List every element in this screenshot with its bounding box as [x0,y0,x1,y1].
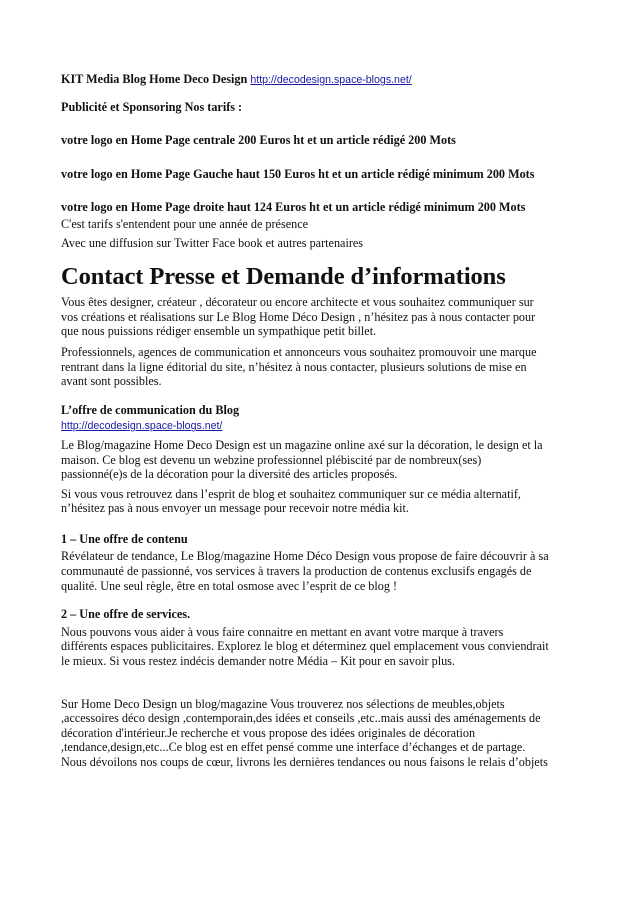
content-offer-paragraph [61,549,581,593]
services-offer-paragraph [61,625,581,669]
about-line: ,accessoires déco design ,contemporain,des idées et conseils ,etc..mais aussi des aménagements de [61,711,541,726]
offer-paragraph-1 [61,438,581,482]
offer-url-line [61,418,581,434]
contact-paragraph-2 [61,345,581,389]
pricing-item-2: votre logo en Home Page Gauche haut 150 Euros ht et un article rédigé minimum 200 Mots [61,166,535,181]
offer-p1-line: Le Blog/magazine Home Deco Design est un magazine online axé sur la décoration, le design et la [61,437,543,452]
contact-p2-line: rentrant dans la ligne éditorial du site, n’hésitez à nous contacter, plusieurs solutions de mise en [61,359,527,374]
about-line: Sur Home Deco Design un blog/magazine Vous trouverez nos sélections de meubles,objets [61,696,505,711]
offer-p1-line: passionné(e)s de la décoration pour la diversité des articles proposés. [61,467,398,482]
offer-p2-line: n’hésitez pas à nous envoyer un message pour recevoir notre média kit. [61,501,409,516]
contact-paragraph-1 [61,295,581,339]
offer-url-link[interactable]: http://decodesign.space-blogs.net/ [61,420,223,433]
contact-p2-line: Professionnels, agences de communication et annonceurs vous souhaitez promouvoir une marque [61,344,537,359]
services-offer-heading: 2 – Une offre de services. [61,607,191,622]
pricing-note-1: C'est tarifs s'entendent pour une année de présence [61,216,309,231]
kit-url-link[interactable]: http://decodesign.space-blogs.net/ [250,74,412,86]
offer-p1-line: maison. Ce blog est devenu un webzine professionnel plébiscité par de nombreux(ses) [61,452,482,467]
about-line: ,tendance,design,etc...Ce blog est en effet pensé comme une interface d’échanges et de partage. [61,740,526,755]
pricing-item-3: votre logo en Home Page droite haut 124 Euros ht et un article rédigé minimum 200 Mots [61,200,526,215]
contact-p1-line: que nous puissions rédiger ensemble un sympathique petit billet. [61,324,377,339]
contact-p1-line: Vous êtes designer, créateur , décorateur ou encore architecte et vous souhaitez communiquer sur [61,295,534,310]
content-offer-heading: 1 – Une offre de contenu [61,531,188,546]
about-line: Nous dévoilons nos coups de cœur, livrons les dernières tendances ou nous faisons le relais d’objets [61,755,548,769]
services-offer-line: Nous pouvons vous aider à vous faire connaitre en mettant en avant votre marque à travers [61,624,504,639]
pricing-item-1: votre logo en Home Page centrale 200 Euros ht et un article rédigé 200 Mots [61,133,456,148]
offer-paragraph-2 [61,487,581,516]
document-page [61,72,581,770]
content-offer-line: communauté de passionné, vos services à travers la production de contenus exclusifs engagés de [61,564,532,579]
pricing-note-2: Avec une diffusion sur Twitter Face book et autres partenaires [61,235,364,250]
about-line: décoration d'intérieur.Je recherche et vous propose des idées originales de décoration [61,725,476,740]
contact-heading: Contact Presse et Demande d’informations [61,263,506,291]
pricing-heading: Publicité et Sponsoring Nos tarifs : [61,99,243,114]
contact-p2-line: avant sont possibles. [61,374,162,389]
about-paragraph [61,697,581,770]
offer-heading: L’offre de communication du Blog [61,402,240,417]
contact-p1-line: vos créations et réalisations sur Le Blog Home Déco Design , n’hésitez pas à nous contacter pour [61,309,536,324]
kit-title: KIT Media Blog Home Deco Design [61,72,248,86]
services-offer-line: différents espaces publicitaires. Explorez le blog et déterminez quel emplacement vous conviendrait [61,639,549,654]
kit-title-line [61,72,581,88]
offer-p2-line: Si vous vous retrouvez dans l’esprit de blog et souhaitez communiquer sur ce média alternatif, [61,486,521,501]
content-offer-line: Révélateur de tendance, Le Blog/magazine Home Déco Design vous propose de faire découvrir à sa [61,549,549,564]
content-offer-line: qualité. Une seul règle, être en total osmose avec l’esprit de ce blog ! [61,578,398,593]
services-offer-line: le mieux. Si vous restez indécis demander notre Média – Kit pour en savoir plus. [61,654,455,669]
